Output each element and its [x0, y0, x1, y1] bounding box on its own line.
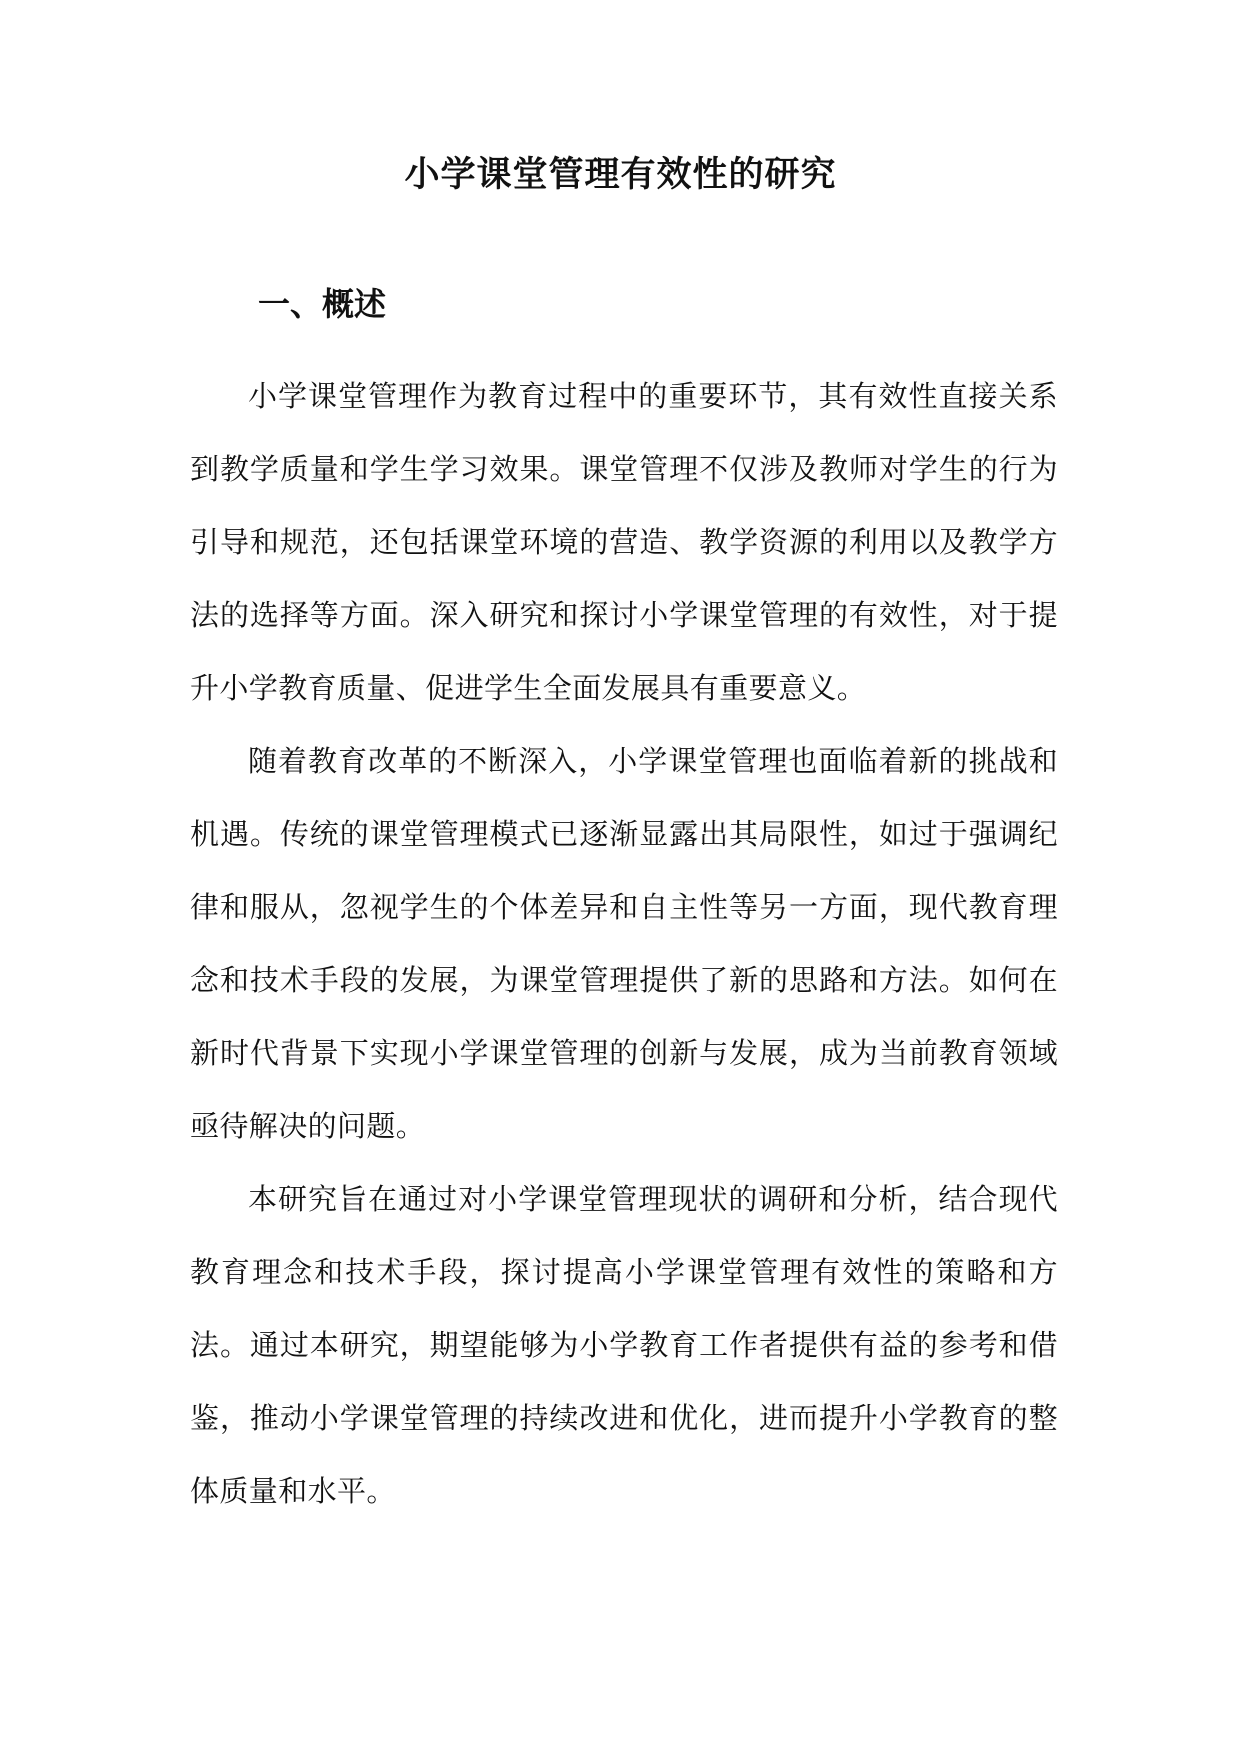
- document-body: [190, 360, 1058, 1528]
- paragraph: 随着教育改革的不断深入，小学课堂管理也面临着新的挑战和机遇。传统的课堂管理模式已逐渐显露出其局限性，如过于强调纪律和服从，忽视学生的个体差异和自主性等另一方面，现代教育理念和技术手段的发展，为课堂管理提供了新的思路和方法。如何在新时代背景下实现小学课堂管理的创新与发展，成为当前教育领域亟待解决的问题。: [190, 744, 1058, 1143]
- paragraph: 本研究旨在通过对小学课堂管理现状的调研和分析，结合现代教育理念和技术手段，探讨提高小学课堂管理有效性的策略和方法。通过本研究，期望能够为小学教育工作者提供有益的参考和借鉴，推动小学课堂管理的持续改进和优化，进而提升小学教育的整体质量和水平。: [190, 1182, 1058, 1508]
- section-heading: 一、概述: [258, 285, 387, 323]
- document-title: 小学课堂管理有效性的研究: [404, 155, 837, 195]
- paragraph: 小学课堂管理作为教育过程中的重要环节，其有效性直接关系到教学质量和学生学习效果。课堂管理不仅涉及教师对学生的行为引导和规范，还包括课堂环境的营造、教学资源的利用以及教学方法的选择等方面。深入研究和探讨小学课堂管理的有效性，对于提升小学教育质量、促进学生全面发展具有重要意义。: [190, 379, 1058, 705]
